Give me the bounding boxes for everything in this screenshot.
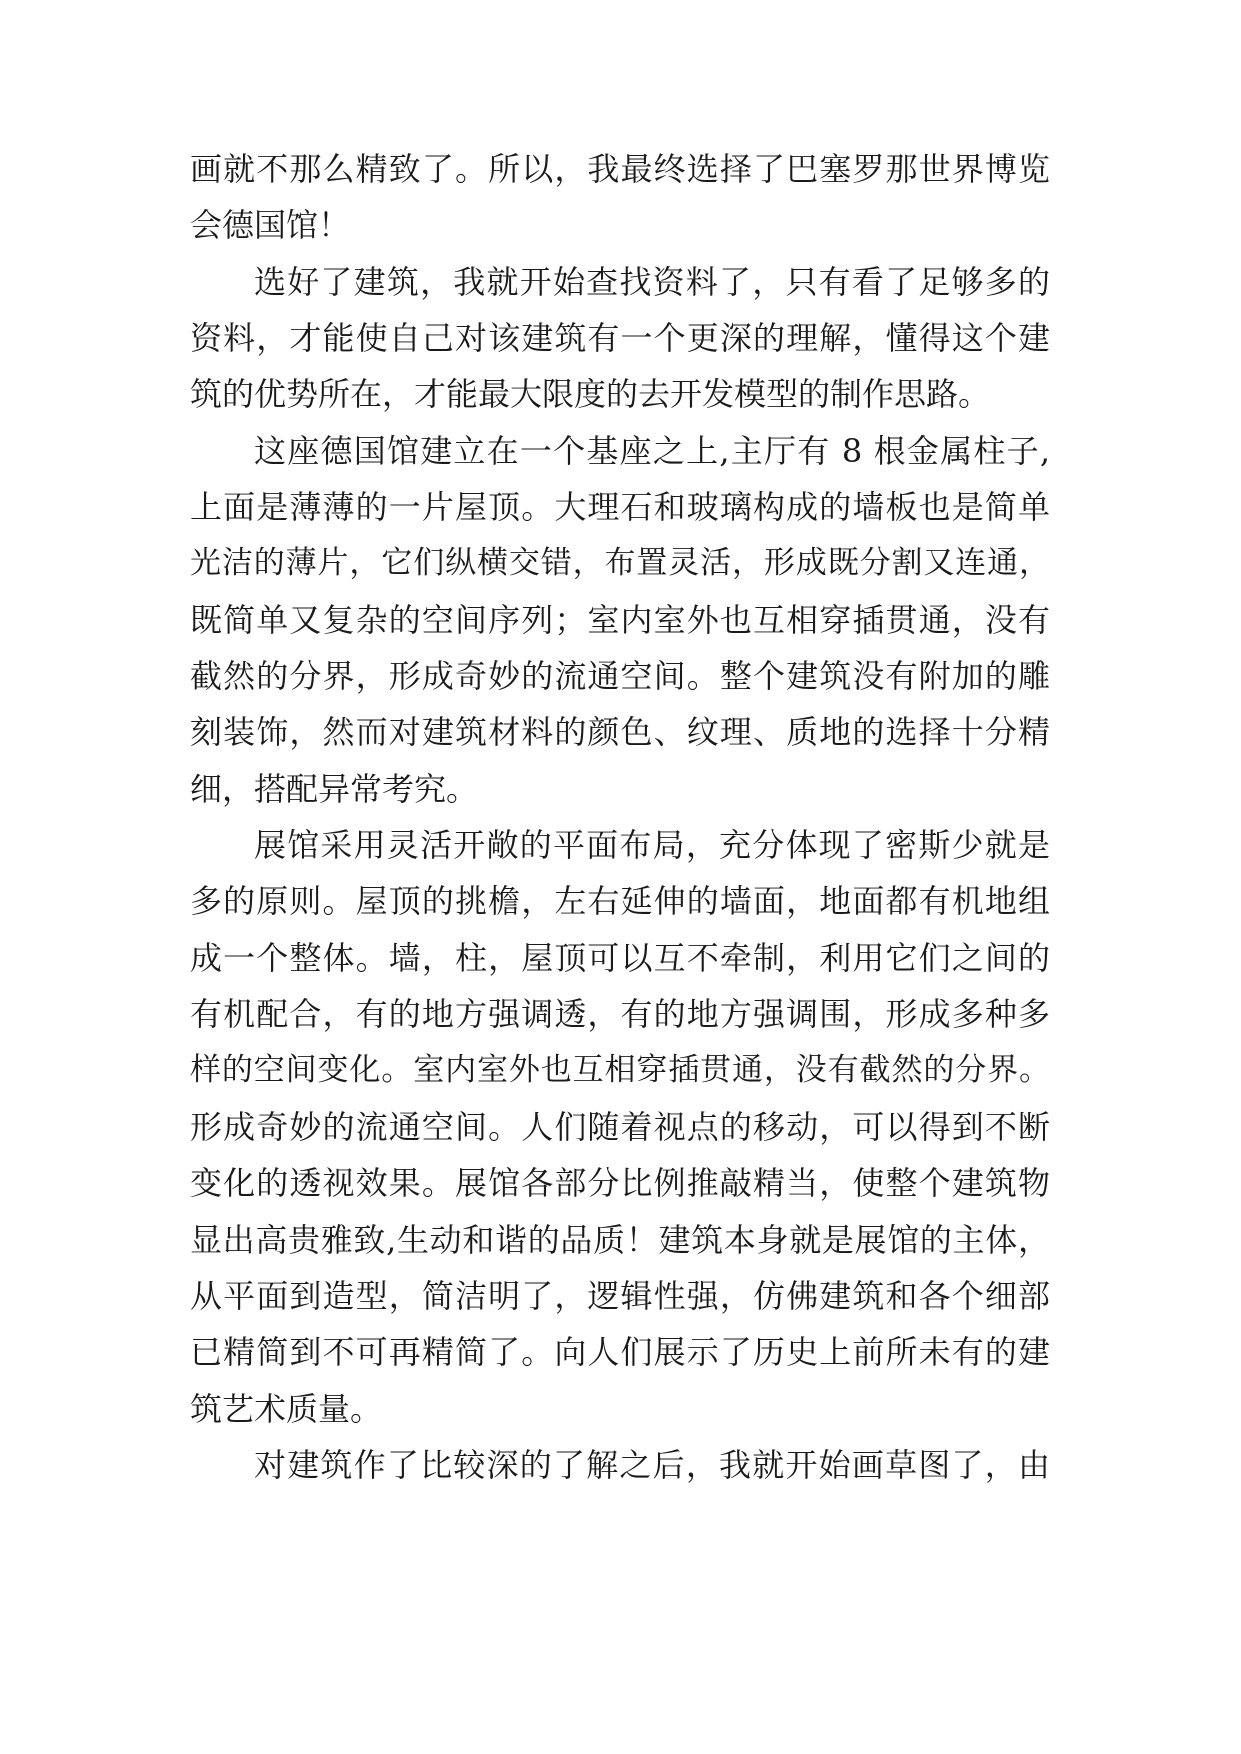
text-line: 从平面到造型，简洁明了，逻辑性强，仿佛建筑和各个细部 xyxy=(190,1277,1050,1315)
text-line: 选好了建筑，我就开始查找资料了，只有看了足够多的 xyxy=(254,263,1050,301)
text-line: 多的原则。屋顶的挑檐，左右延伸的墙面，地面都有机地组 xyxy=(190,882,1050,920)
text-line: 画就不那么精致了。所以，我最终选择了巴塞罗那世界博览 xyxy=(190,150,1050,188)
text-line: 样的空间变化。室内室外也互相穿插贯通，没有截然的分界。 xyxy=(190,1052,1050,1088)
text-line: 筑艺术质量。 xyxy=(190,1390,383,1428)
text-line: 展馆采用灵活开敞的平面布局，充分体现了密斯少就是 xyxy=(254,826,1050,864)
text-line: 已精简到不可再精简了。向人们展示了历史上前所未有的建 xyxy=(190,1333,1050,1371)
text-line: 对建筑作了比较深的了解之后，我就开始画草图了，由 xyxy=(254,1446,1050,1484)
text-line: 显出高贵雅致,生动和谐的品质！建筑本身就是展馆的主体， xyxy=(190,1221,1050,1259)
text-line: 截然的分界，形成奇妙的流通空间。整个建筑没有附加的雕 xyxy=(190,657,1050,695)
text-line: 变化的透视效果。展馆各部分比例推敲精当，使整个建筑物 xyxy=(190,1164,1050,1202)
text-line: 有机配合，有的地方强调透，有的地方强调围，形成多种多 xyxy=(190,995,1050,1033)
text-line: 上面是薄薄的一片屋顶。大理石和玻璃构成的墙板也是简单 xyxy=(190,488,1050,526)
text-line: 既简单又复杂的空间序列；室内室外也互相穿插贯通，没有 xyxy=(190,601,1050,639)
text-line: 会德国馆！ xyxy=(190,206,351,244)
text-line: 刻装饰，然而对建筑材料的颜色、纹理、质地的选择十分精 xyxy=(190,713,1050,751)
text-line: 资料，才能使自己对该建筑有一个更深的理解，懂得这个建 xyxy=(190,319,1050,357)
text-line: 这座德国馆建立在一个基座之上,主厅有 8 根金属柱子, xyxy=(254,432,1050,470)
text-line: 形成奇妙的流通空间。人们随着视点的移动，可以得到不断 xyxy=(190,1108,1050,1146)
text-line: 筑的优势所在，才能最大限度的去开发模型的制作思路。 xyxy=(190,375,991,413)
text-line: 细，搭配异常考究。 xyxy=(190,770,479,808)
text-line: 光洁的薄片，它们纵横交错，布置灵活，形成既分割又连通， xyxy=(190,545,1050,581)
text-line: 成一个整体。墙，柱，屋顶可以互不牵制，利用它们之间的 xyxy=(190,939,1050,977)
